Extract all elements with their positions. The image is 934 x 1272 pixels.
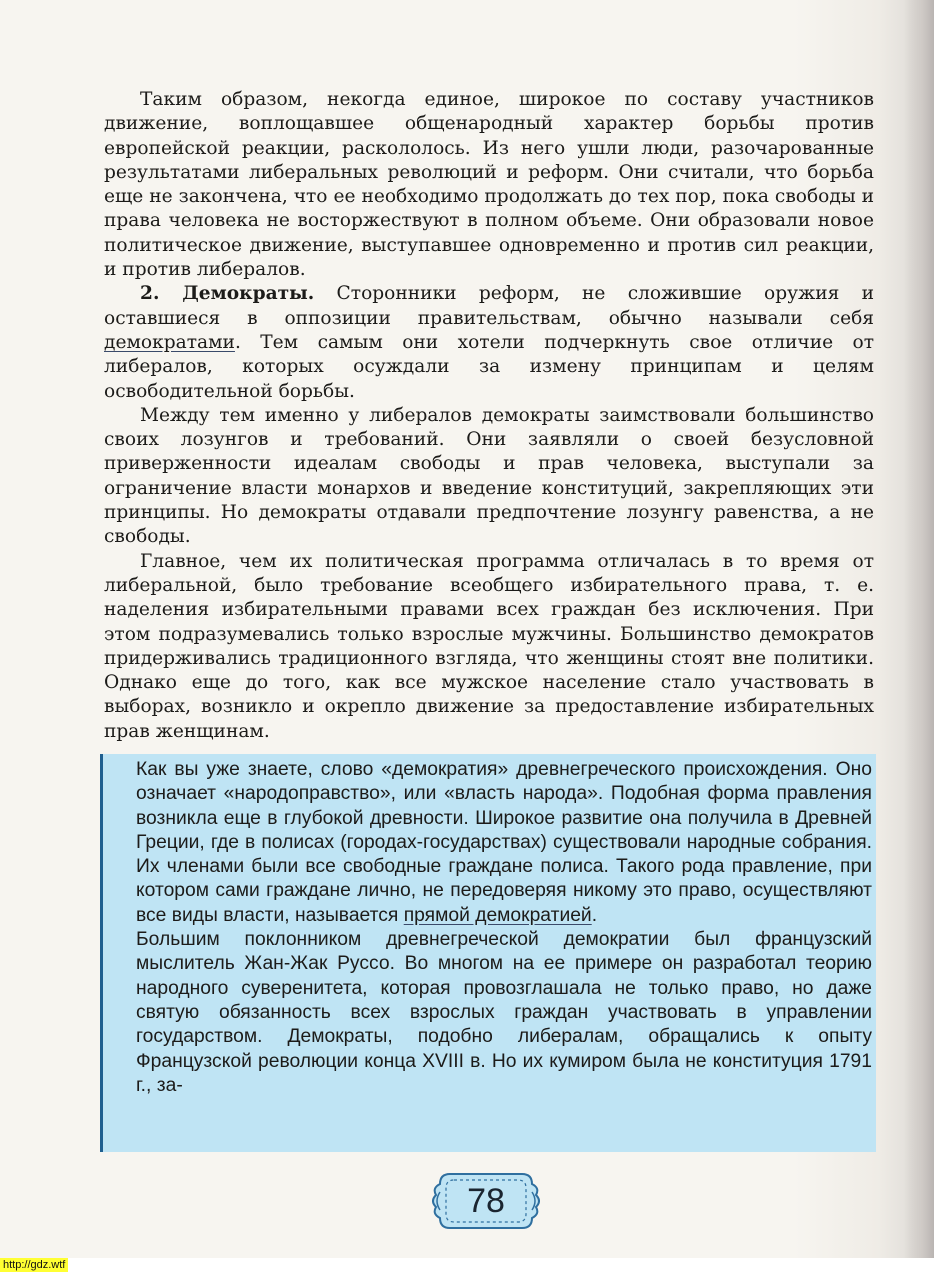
callout-text-segment: Как вы уже знаете, слово «демократия» древнегреческого происхождения. Оно означает «народоправство», или «власть народа». Подобная форма правления возникла еще в глубокой древности. Широкое развитие она получила в Древней Греции, где в полисах (городах-государствах) существовали народные собрания. Их членами были все свободные граждане полиса. Такого рода правление, при котором сами граждане лично, не передоверяя никому это право, осуществляют все виды власти, называется [136, 759, 872, 926]
callout-text [136, 758, 872, 1098]
info-callout [100, 754, 876, 1152]
page-number-badge [432, 1168, 540, 1234]
section-heading: 2. Демократы. [140, 283, 315, 305]
watermark-link[interactable]: http://gdz.wtf [0, 1258, 68, 1272]
paragraph-4: Главное, чем их политическая программа отличалась в то время от либеральной, было требование всеобщего избирательного права, т. е. наделения избирательными правами всех граждан без исключения. При этом подразумевались только взрослые мужчины. Большинство демократов придерживались традиционного взгляда, что женщины стоят вне политики. Однако еще до того, как все мужское население стало участвовать в выборах, возникло и окрепло движение за предоставление избирательных прав женщинам. [104, 550, 874, 742]
callout-text-segment: . [591, 904, 598, 926]
callout-paragraph-1 [136, 758, 872, 928]
callout-left-bar [100, 754, 103, 1152]
paragraph-3: Между тем именно у либералов демократы заимствовали большинство своих лозунгов и требований. Они заявляли о своей безусловной приверженности идеалам свободы и прав человека, выступали за ограничение власти монархов и введение конституций, закрепляющих эти принципы. Но демократы отдавали предпочтение лозунгу равенства, а не свободы. [104, 404, 874, 548]
page-spine-shadow [904, 0, 934, 1258]
main-text [104, 88, 874, 744]
key-term: демократами [104, 331, 235, 353]
callout-paragraph-2: Большим поклонником древнегреческой демократии был французский мыслитель Жан-Жак Руссо. Во многом на ее примере он разработал теорию народного суверенитета, которая провозглашала не только право, но даже святую обязанность всех взрослых граждан участвовать в управлении государством. Демократы, подобно либералам, обращались к опыту Французской революции конца XVIII в. Но их кумиром была не конституция 1791 г., за- [136, 929, 872, 1096]
paragraph-1: Таким образом, некогда единое, широкое по составу участников движение, воплощавшее общенародный характер борьбы против европейской реакции, раскололось. Из него ушли люди, разочарованные результатами либеральных революций и реформ. Они считали, что борьба еще не закончена, что ее необходимо продолжать до тех пор, пока свободы и права человека не восторжествуют в полном объеме. Они образовали новое политическое движение, выступавшее одновременно и против сил реакции, и против либералов. [104, 89, 874, 281]
paragraph-democrats [104, 282, 874, 403]
page-number: 78 [467, 1182, 505, 1220]
paragraph-text: Сторонники реформ, не сложившие оружия и оставшиеся в оппозиции правительствам, обычно называли себя [104, 283, 874, 329]
paragraph-text: . Тем самым они хотели подчеркнуть свое отличие от либералов, которых осуждали за измену принципам и целям освободительной борьбы. [104, 331, 874, 402]
key-term: прямой демократией [403, 904, 592, 926]
